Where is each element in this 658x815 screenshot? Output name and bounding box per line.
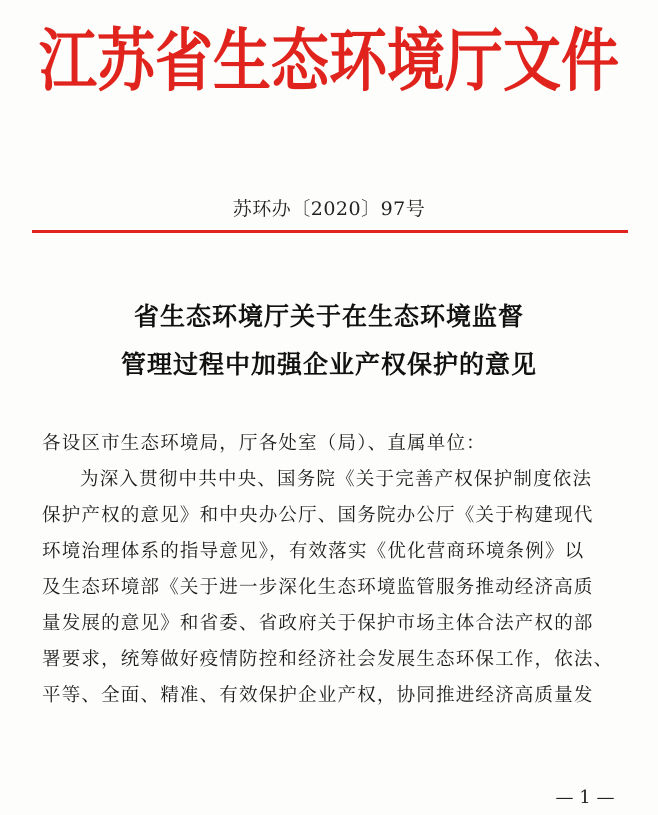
body-line: 为深入贯彻中共中央、国务院《关于完善产权保护制度依法: [80, 469, 593, 490]
document-masthead: 江苏省生态环境厅文件: [38, 20, 619, 101]
salutation: 各设区市生态环境局，厅各处室（局）、直属单位：: [42, 433, 486, 454]
body-line: 保护产权的意见》和中央办公厅、国务院办公厅《关于构建现代: [42, 505, 594, 526]
body-line: 署要求，统筹做好疫情防控和经济社会发展生态环保工作，依法、: [42, 649, 614, 670]
page-number: — 1 —: [555, 787, 615, 808]
document-number: 苏环办〔2020〕97号: [232, 198, 426, 220]
document-title-line-2: 管理过程中加强企业产权保护的意见: [120, 350, 537, 379]
body-line: 及生态环境部《关于进一步深化生态环境监管服务推动经济高质: [42, 577, 594, 598]
body-line: 平等、全面、精准、有效保护企业产权，协同推进经济高质量发: [42, 685, 594, 706]
red-divider-rule: [32, 230, 628, 233]
body-line: 环境治理体系的指导意见》，有效落实《优化营商环境条例》以: [42, 541, 585, 562]
body-line: 量发展的意见》和省委、省政府关于保护市场主体合法产权的部: [42, 613, 594, 634]
body-paragraph: [42, 462, 632, 714]
document-title-line-1: 省生态环境厅关于在生态环境监督: [133, 302, 524, 331]
